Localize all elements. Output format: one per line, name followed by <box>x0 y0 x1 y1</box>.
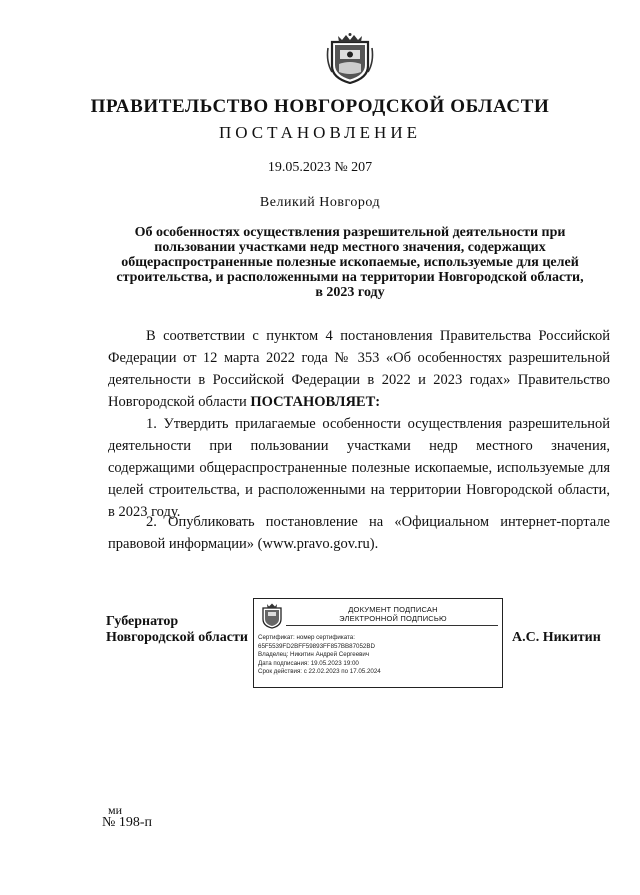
coat-of-arms-emblem <box>325 32 375 84</box>
subject-line: общераспространенные полезные ископаемые, используемые для целей <box>121 255 579 270</box>
certificate-number: 65F5539FD2BFF59893FF857BB87052BD <box>258 642 375 650</box>
stamp-divider <box>286 625 498 626</box>
stamp-title-line: ЭЛЕКТРОННОЙ ПОДПИСЬЮ <box>339 614 447 623</box>
electronic-signature-stamp <box>253 598 503 688</box>
preparer-initials: ми <box>108 803 123 817</box>
stamp-title-line: ДОКУМЕНТ ПОДПИСАН <box>348 605 438 614</box>
signatory-role-line: Губернатор <box>106 614 179 629</box>
signatory-role-line: Новгородской области <box>106 630 248 645</box>
clause-1-text: 1. Утвердить прилагаемые особенности осуществления разрешительной деятельности при пользовании участками недр местного значения, содержащими общераспространенные полезные ископаемые, используемые для целей строительства, и расположенными на территории Новгородской области, в 2023 году. <box>108 416 610 520</box>
document-city: Великий Новгород <box>259 195 381 210</box>
subject-line: в 2023 году <box>315 285 385 300</box>
clause-2-text: 2. Опубликовать постановление на «Официальном интернет-портале правовой информации» (www.pravo.gov.ru). <box>108 514 610 552</box>
certificate-label: Сертификат: номер сертификата: <box>258 634 355 641</box>
clause-2-paragraph <box>108 511 610 555</box>
subject-line: пользовании участками недр местного значения, содержащих <box>154 240 546 255</box>
preamble-paragraph <box>108 325 610 413</box>
certificate-owner: Владелец: Никитин Андрей Сергеевич <box>258 651 370 659</box>
preamble-text: В соответствии с пунктом 4 постановления Правительства Российской Федерации от 12 марта 2022 года № 353 «Об особенностях разрешительной деятельности в Российской Федерации в 2022 и 2023 годах» Правительство Новгородской области <box>108 328 610 410</box>
signatory-name: А.С. Никитин <box>512 630 601 645</box>
government-title: ПРАВИТЕЛЬСТВО НОВГОРОДСКОЙ ОБЛАСТИ <box>90 96 550 117</box>
document-subject <box>112 225 588 300</box>
signing-date: Дата подписания: 19.05.2023 19:00 <box>258 659 359 667</box>
signatory-role <box>106 614 248 646</box>
document-date-number: 19.05.2023 № 207 <box>267 160 373 175</box>
resolves-keyword: ПОСТАНОВЛЯЕТ: <box>250 394 381 410</box>
document-type: ПОСТАНОВЛЕНИЕ <box>218 123 421 142</box>
subject-line: Об особенностях осуществления разрешительной деятельности при <box>134 225 566 240</box>
clause-1-paragraph <box>108 413 610 523</box>
stamp-emblem-icon <box>260 603 284 629</box>
stamp-details <box>258 634 498 677</box>
registration-number: № 198-п <box>102 815 153 830</box>
stamp-title <box>288 605 498 623</box>
subject-line: строительства, и расположенными на территории Новгородской области, <box>116 270 584 285</box>
certificate-validity: Срок действия: с 22.02.2023 по 17.05.2024 <box>258 668 381 676</box>
